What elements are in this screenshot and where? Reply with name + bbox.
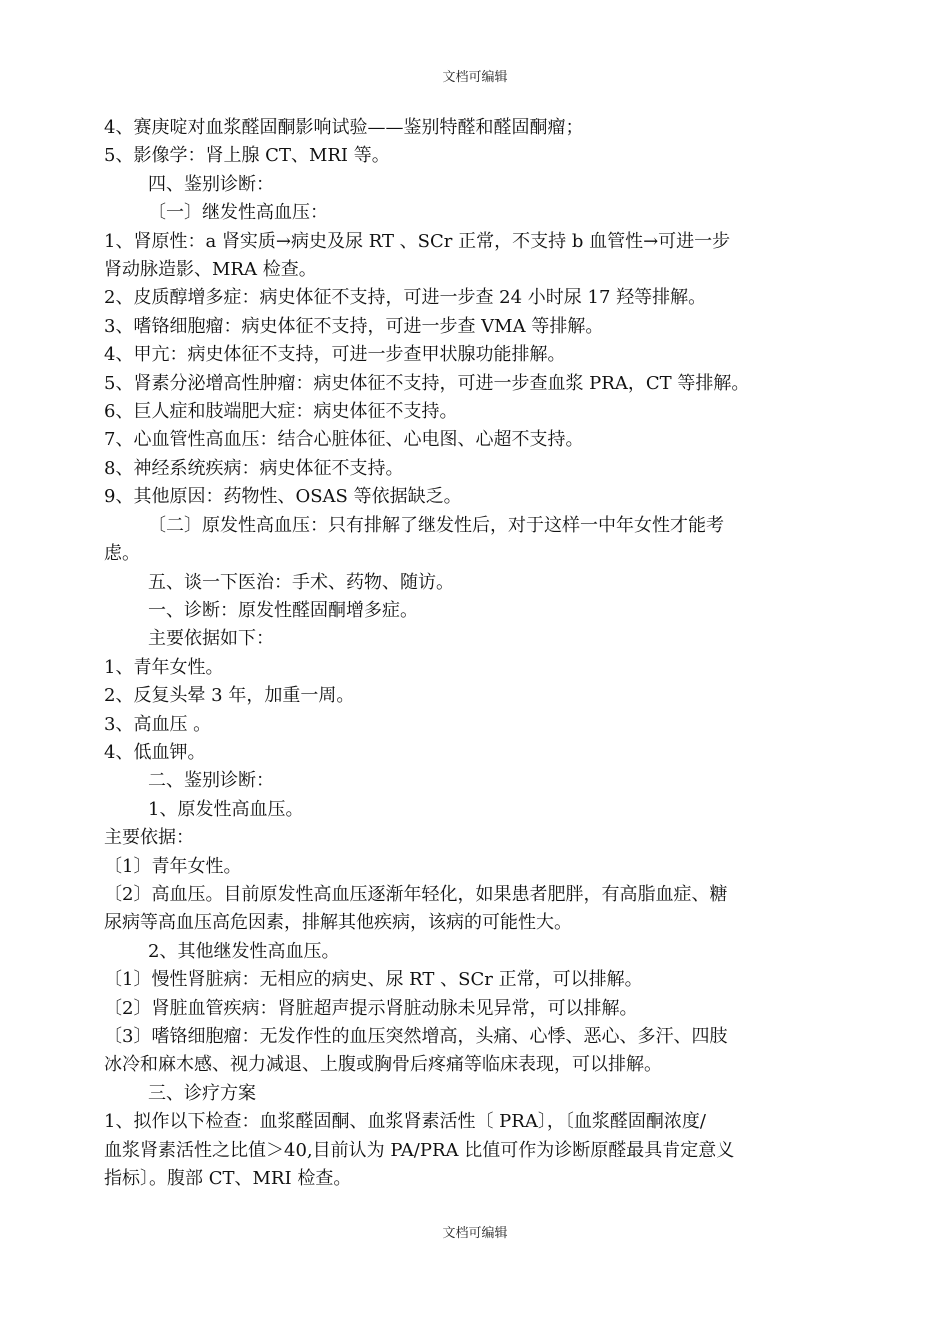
- text-line: 1、青年女性。: [104, 656, 224, 678]
- text-line: 〔2〕高血压。目前原发性高血压逐渐年轻化，如果患者肥胖，有高脂血症、糖: [104, 883, 728, 905]
- text-line: 4、甲亢：病史体征不支持，可进一步查甲状腺功能排解。: [104, 344, 566, 366]
- text-line: 2、反复头晕 3 年，加重一周。: [104, 685, 355, 707]
- text-line: 1、原发性高血压。: [148, 798, 304, 820]
- page-header: 文档可编辑: [442, 70, 508, 85]
- text-line: 指标〕。腹部 CT、MRI 检查。: [104, 1168, 352, 1190]
- text-line: 3、高血压 。: [104, 713, 212, 735]
- text-line: 主要依据如下：: [148, 628, 274, 650]
- text-line: 〔3〕嗜铬细胞瘤：无发作性的血压突然增高，头痛、心悸、恶心、多汗、四肢: [104, 1026, 728, 1047]
- text-line: 一、诊断：原发性醛固酮增多症。: [148, 599, 418, 621]
- document-body: [104, 114, 864, 1193]
- text-line: 〔1〕慢性肾脏病：无相应的病史、尿 RT 、SCr 正常，可以排解。: [104, 969, 643, 991]
- text-line: 血浆肾素活性之比值＞40,目前认为 PA/PRA 比值可作为诊断原醛最具肯定意义: [104, 1139, 735, 1161]
- text-line: 虑。: [104, 543, 140, 565]
- page-footer: 文档可编辑: [442, 1226, 508, 1241]
- text-line: 1、拟作以下检查：血浆醛固酮、血浆肾素活性〔 PRA〕，〔血浆醛固酮浓度/: [104, 1111, 706, 1133]
- text-line: 9、其他原因：药物性、OSAS 等依据缺乏。: [104, 486, 462, 508]
- text-line: 肾动脉造影、MRA 检查。: [104, 259, 317, 281]
- text-line: 5、影像学：肾上腺 CT、MRI 等。: [104, 145, 390, 167]
- text-line: 7、心血管性高血压：结合心脏体征、心电图、心超不支持。: [104, 429, 584, 451]
- text-line: 冰冷和麻木感、视力减退、上腹或胸骨后疼痛等临床表现，可以排解。: [104, 1054, 662, 1076]
- text-line: 〔一〕继发性高血压：: [148, 202, 328, 224]
- text-line: 二、鉴别诊断：: [148, 770, 274, 792]
- text-line: 三、诊疗方案: [148, 1082, 256, 1104]
- text-line: 主要依据：: [104, 827, 194, 849]
- text-line: 〔二〕原发性高血压：只有排解了继发性后，对于这样一中年女性才能考: [148, 514, 724, 536]
- text-line: 5、肾素分泌增高性肿瘤：病史体征不支持，可进一步查血浆 PRA，CT 等排解。: [104, 372, 750, 394]
- text-line: 〔2〕肾脏血管疾病：肾脏超声提示肾脏动脉未见异常，可以排解。: [104, 997, 638, 1019]
- text-line: 2、皮质醇增多症：病史体征不支持，可进一步查 24 小时尿 17 羟等排解。: [104, 287, 707, 309]
- text-line: 8、神经系统疾病：病史体征不支持。: [104, 457, 404, 479]
- text-line: 3、嗜铬细胞瘤：病史体征不支持，可进一步查 VMA 等排解。: [104, 315, 604, 337]
- text-line: 四、鉴别诊断：: [148, 173, 274, 195]
- text-line: 五、谈一下医治：手术、药物、随访。: [148, 571, 454, 593]
- text-line: 6、巨人症和肢端肥大症：病史体征不支持。: [104, 401, 458, 423]
- text-line: 1、肾原性：a 肾实质→病史及尿 RT 、SCr 正常，不支持 b 血管性→可进一步: [104, 230, 731, 252]
- text-line: 尿病等高血压高危因素，排解其他疾病，该病的可能性大。: [104, 912, 572, 934]
- text-line: 〔1〕青年女性。: [104, 855, 242, 877]
- text-line: 4、低血钾。: [104, 741, 206, 763]
- text-line: 2、其他继发性高血压。: [148, 940, 340, 962]
- text-line: 4、赛庚啶对血浆醛固酮影响试验——鉴别特醛和醛固酮瘤；: [104, 117, 584, 138]
